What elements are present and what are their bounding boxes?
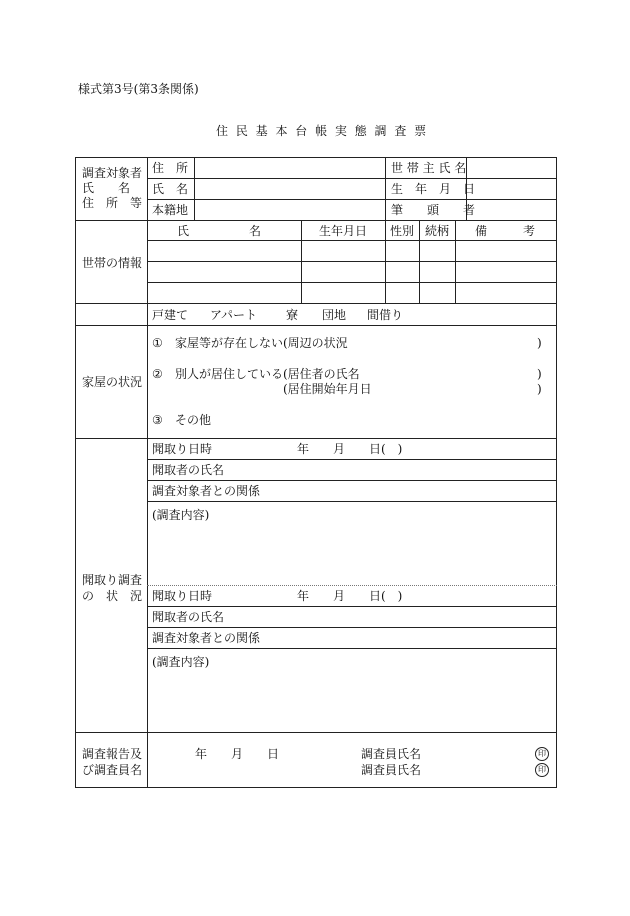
interview-2-interviewee-label: 聞取者の氏名 bbox=[152, 610, 225, 624]
option-2-number[interactable]: ② bbox=[152, 367, 163, 381]
interview-side-label-1: 聞取り調査 bbox=[82, 573, 143, 587]
option-2-close: ) bbox=[537, 367, 542, 381]
interview-2-content-label: (調査内容) bbox=[152, 655, 210, 669]
option-2-start-date: (居住開始年月日 bbox=[283, 382, 372, 396]
interview-side-label-2: の 状 況 bbox=[82, 589, 143, 603]
domicile-label: 本籍地 bbox=[152, 203, 189, 217]
address-label: 住 所 bbox=[152, 161, 189, 175]
interview-1-content-area[interactable] bbox=[148, 523, 556, 583]
form-title: 住 民 基 本 台 帳 実 態 調 査 票 bbox=[216, 124, 429, 138]
household-header-birthdate: 生年月日 bbox=[319, 224, 368, 238]
subject-side-label-1: 調査対象者 bbox=[82, 166, 143, 180]
option-1-close: ) bbox=[537, 336, 542, 350]
name-field[interactable] bbox=[195, 179, 385, 199]
head-of-register-label: 筆 頭 者 bbox=[391, 203, 476, 217]
dwelling-type-dormitory[interactable]: 寮 bbox=[286, 308, 299, 322]
option-3-number[interactable]: ③ bbox=[152, 413, 163, 427]
subject-side-label-3: 住 所 等 bbox=[82, 196, 143, 210]
survey-form-table bbox=[75, 157, 557, 788]
household-header-sex: 性別 bbox=[390, 224, 415, 238]
investigator-1-label: 調査員氏名 bbox=[361, 747, 422, 761]
interview-1-relation-label: 調査対象者との関係 bbox=[152, 484, 261, 498]
birthdate-label: 生 年 月 日 bbox=[391, 182, 476, 196]
seal-icon: 印 bbox=[535, 763, 549, 777]
subject-side-label-2: 氏 名 bbox=[82, 181, 131, 195]
house-side-label: 家屋の状況 bbox=[82, 375, 143, 389]
household-row[interactable] bbox=[148, 241, 556, 261]
report-side-label-2: び調査員名 bbox=[82, 763, 143, 777]
dwelling-type-apartment[interactable]: アパート bbox=[210, 308, 258, 322]
report-date-fields[interactable]: 年 月 日 bbox=[195, 747, 280, 761]
household-header-name: 氏 名 bbox=[177, 224, 262, 238]
interview-1-datetime-label: 聞取り日時 bbox=[152, 442, 213, 456]
interview-1-date-fields[interactable]: 年 月 日( ) bbox=[297, 442, 403, 456]
household-row[interactable] bbox=[148, 283, 556, 303]
head-of-register-field[interactable] bbox=[467, 200, 556, 220]
report-side-label-1: 調査報告及 bbox=[82, 747, 143, 761]
household-header-relation: 続柄 bbox=[425, 224, 450, 238]
household-row[interactable] bbox=[148, 262, 556, 282]
option-1-text: 家屋等が存在しない(周辺の状況 bbox=[175, 336, 348, 350]
interview-1-content-label: (調査内容) bbox=[152, 508, 210, 522]
investigator-2-label: 調査員氏名 bbox=[361, 763, 422, 777]
option-2-start-date-close: ) bbox=[537, 382, 542, 396]
household-header-remarks: 備 考 bbox=[475, 224, 536, 238]
dwelling-type-housing-complex[interactable]: 団地 bbox=[322, 308, 347, 322]
option-2-text: 別人が居住している(居住者の氏名 bbox=[175, 367, 360, 381]
birthdate-field[interactable] bbox=[467, 179, 556, 199]
dwelling-type-detached[interactable]: 戸建て bbox=[152, 308, 189, 322]
interview-2-relation-label: 調査対象者との関係 bbox=[152, 631, 261, 645]
householder-name-label: 世 帯 主 氏 名 bbox=[391, 161, 467, 175]
householder-name-field[interactable] bbox=[467, 158, 556, 178]
interview-1-interviewee-label: 聞取者の氏名 bbox=[152, 463, 225, 477]
form-number: 様式第3号(第3条関係) bbox=[78, 82, 199, 96]
interview-2-datetime-label: 聞取り日時 bbox=[152, 589, 213, 603]
interview-2-content-area[interactable] bbox=[148, 670, 556, 730]
seal-icon: 印 bbox=[535, 747, 549, 761]
household-side-label: 世帯の情報 bbox=[82, 256, 143, 270]
name-label: 氏 名 bbox=[152, 182, 189, 196]
option-3-text: その他 bbox=[175, 413, 212, 427]
domicile-field[interactable] bbox=[195, 200, 385, 220]
address-field[interactable] bbox=[195, 158, 385, 178]
option-1-number[interactable]: ① bbox=[152, 336, 163, 350]
dwelling-type-lodging[interactable]: 間借り bbox=[367, 308, 404, 322]
interview-2-date-fields[interactable]: 年 月 日( ) bbox=[297, 589, 403, 603]
